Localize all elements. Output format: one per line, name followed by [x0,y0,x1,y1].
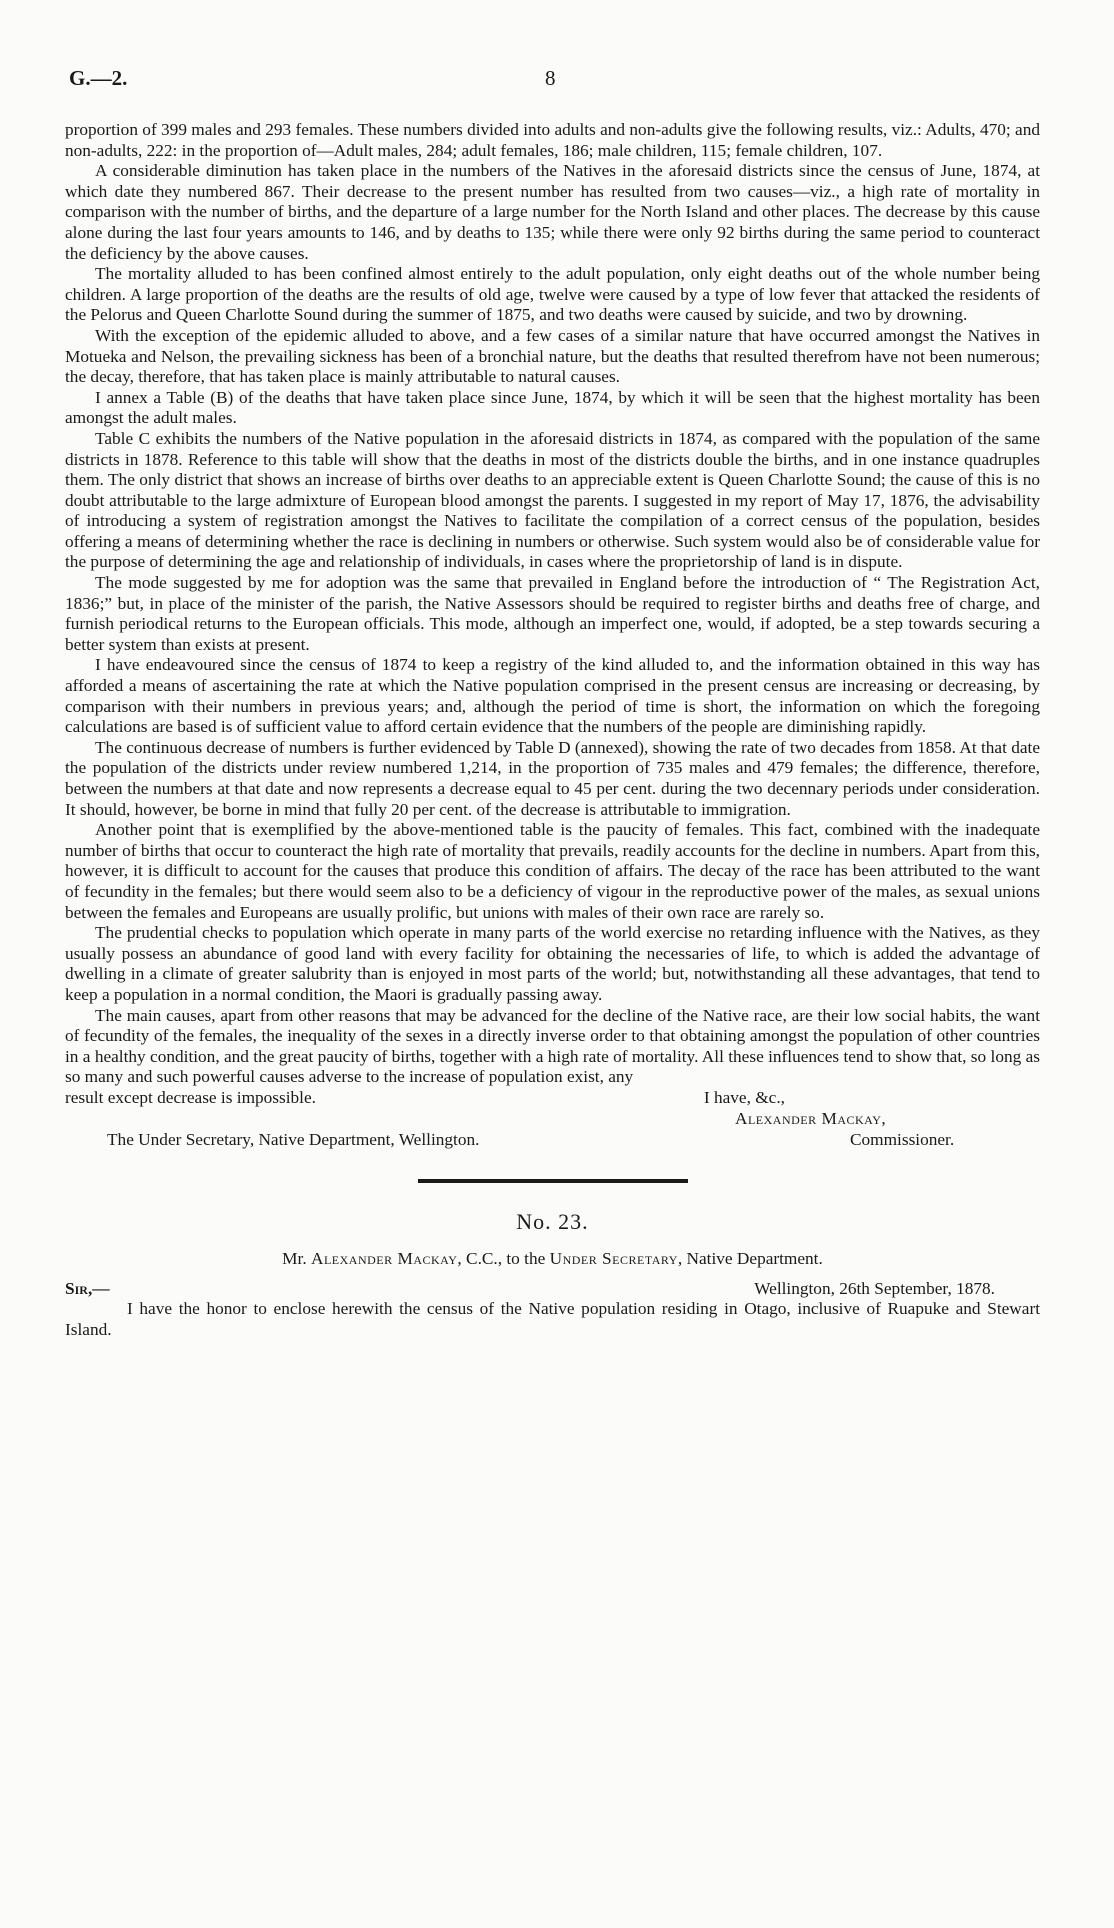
heading-suffix: , Native Department. [677,1248,823,1268]
paragraph: The mortality alluded to has been confined almost entirely to the adult population, only eight deaths out of the whole number being children. A large proportion of the deaths are the results of old age, twelve were caused by a type of low fever that attacked the residents of the Pelorus and Queen Charlotte Sound during the summer of 1875, and two deaths were caused by suicide, and two by drowning. [65,264,1040,325]
letter-place-date: Wellington, 26th September, 1878. [754,1278,995,1298]
paragraph: The prudential checks to population which operate in many parts of the world exercise no retarding influence with the Natives, as they usually possess an abundance of good land with every facility for obtaining the necessaries of life, to which is added the advantage of dwelling in a climate of greater salubrity than is enjoyed in most parts of the world; but, notwithstanding all these advantages, that tend to keep a population in a normal condition, the Maori is gradually passing away. [65,923,1040,1004]
paragraph: The mode suggested by me for adoption was the same that prevailed in England before the introduction of “ The Registration Act, 1836;” but, in place of the minister of the parish, the Native Assessors should be required to register births and deaths free of charge, and furnish periodical returns to the European officials. This mode, although an imperfect one, would, if adopted, be a step towards securing a better system than exists at present. [65,573,1040,654]
addressee: The Under Secretary, Native Department, Wellington. [107,1129,480,1149]
heading-sender: Alexander Mackay [311,1248,458,1268]
paragraph: The continuous decrease of numbers is further evidenced by Table D (annexed), showing the rate of two decades from 1858. At that date the population of the districts under review numbered 1,214, in the proportion of 735 males and 479 females; the difference, therefore, between the numbers at that date and now represents a decrease equal to 45 per cent. during the two decennary periods under consideration. It should, however, be borne in mind that fully 20 per cent. of the decrease is attributable to immigration. [65,737,1040,819]
closing-text: result except decrease is impossible. [65,1087,316,1107]
salutation: Sir,— [65,1278,110,1298]
letter-number: No. 23. [516,1208,589,1234]
paragraph: I annex a Table (B) of the deaths that have taken place since June, 1874, by which it will be seen that the highest mortality has been amongst the adult males. [65,387,1040,428]
section-divider [418,1179,688,1183]
signature-block [65,1109,1040,1151]
report-body [65,120,1040,1088]
heading-middle: , C.C., to the [457,1248,546,1268]
paragraph: Another point that is exemplified by the above-mentioned table is the paucity of females. This fact, combined with the inadequate number of births that occur to counteract the high rate of mortality that prevails, readily accounts for the decline in numbers. Apart from this, however, it is difficult to account for the causes that produce this condition of affairs. The decay of the race has been attributed to the want of fecundity in the females; but there would seem also to be a deficiency of vigour in the reproductive power of the males, as sexual unions between the females and Europeans are usually prolific, but unions with males of their own race are rarely so. [65,820,1040,922]
paragraph: A considerable diminution has taken place in the numbers of the Natives in the aforesaid districts since the census of June, 1874, at which date they numbered 867. Their decrease to the present number has resulted from two causes—viz., a high rate of mortality in comparison with the number of births, and the departure of a large number for the North Island and other places. The decrease by this cause alone during the last four years amounts to 146, and by deaths to 135; while there were only 92 births during the same period to counteract the deficiency by the above causes. [65,161,1040,263]
page-header [65,66,1040,106]
document-reference: G.—2. [69,66,128,90]
paragraph: proportion of 399 males and 293 females. These numbers divided into adults and non-adults give the following results, viz.: Adults, 470; and non-adults, 222: in the proportion of—Adult males, 284; adult females, 186; male children, 115; female children, 107. [65,120,1040,160]
salutation-line [65,1279,1040,1300]
document-page [65,66,1040,1340]
closing-line [65,1088,1040,1109]
letter-heading [65,1249,1040,1269]
heading-prefix: Mr. [282,1248,307,1268]
paragraph: I have endeavoured since the census of 1874 to keep a registry of the kind alluded to, and the information obtained in this way has afforded a means of ascertaining the rate at which the Native population comprised in the present census are increasing or decreasing, by comparison with their numbers in previous years; and, although the period of time is short, the information on which the foregoing calculations are based is of sufficient value to afford certain evidence that the numbers of the people are diminishing rapidly. [65,655,1040,737]
signatory-name: Alexander Mackay, [735,1108,887,1128]
letter-body: I have the honor to enclose herewith the census of the Native population residing in Otago, inclusive of Ruapuke and Stewart Island. [65,1299,1040,1339]
heading-recipient: Under Secretary [549,1248,678,1268]
paragraph: With the exception of the epidemic alluded to above, and a few cases of a similar nature that have occurred amongst the Natives in Motueka and Nelson, the prevailing sickness has been of a bronchial nature, but the deaths that resulted therefrom have not been numerous; the decay, therefore, that has taken place is mainly attributable to natural causes. [65,325,1040,387]
page-number: 8 [545,66,556,90]
closing-courtesy: I have, &c., [703,1087,785,1107]
paragraph: Table C exhibits the numbers of the Native population in the aforesaid districts in 1874, as compared with the population of the same districts in 1878. Reference to this table will show that the deaths in most of the districts double the births, and in one instance quadruples them. The only district that shows an increase of births over deaths to an appreciable extent is Queen Charlotte Sound; the cause of this is no doubt attributable to the large admixture of European blood amongst the parents. I suggested in my report of May 17, 1876, the advisability of introducing a system of registration amongst the Natives to facilitate the compilation of a correct census of the population, besides offering a means of determining whether the race is declining in numbers or otherwise. Such system would also be of considerable value for the purpose of determining the age and relationship of individuals, in cases where the proprietorship of land is in dispute. [65,428,1040,572]
paragraph: The main causes, apart from other reasons that may be advanced for the decline of the Native race, are their low social habits, the want of fecundity of the females, the inequality of the sexes in a directly inverse order to that obtaining amongst the population of other countries in a healthy condition, and the great paucity of births, together with a high rate of mortality. All these influences tend to show that, so long as so many and such powerful causes adverse to the increase of population exist, any [65,1005,1040,1087]
signatory-title: Commissioner. [850,1129,955,1149]
